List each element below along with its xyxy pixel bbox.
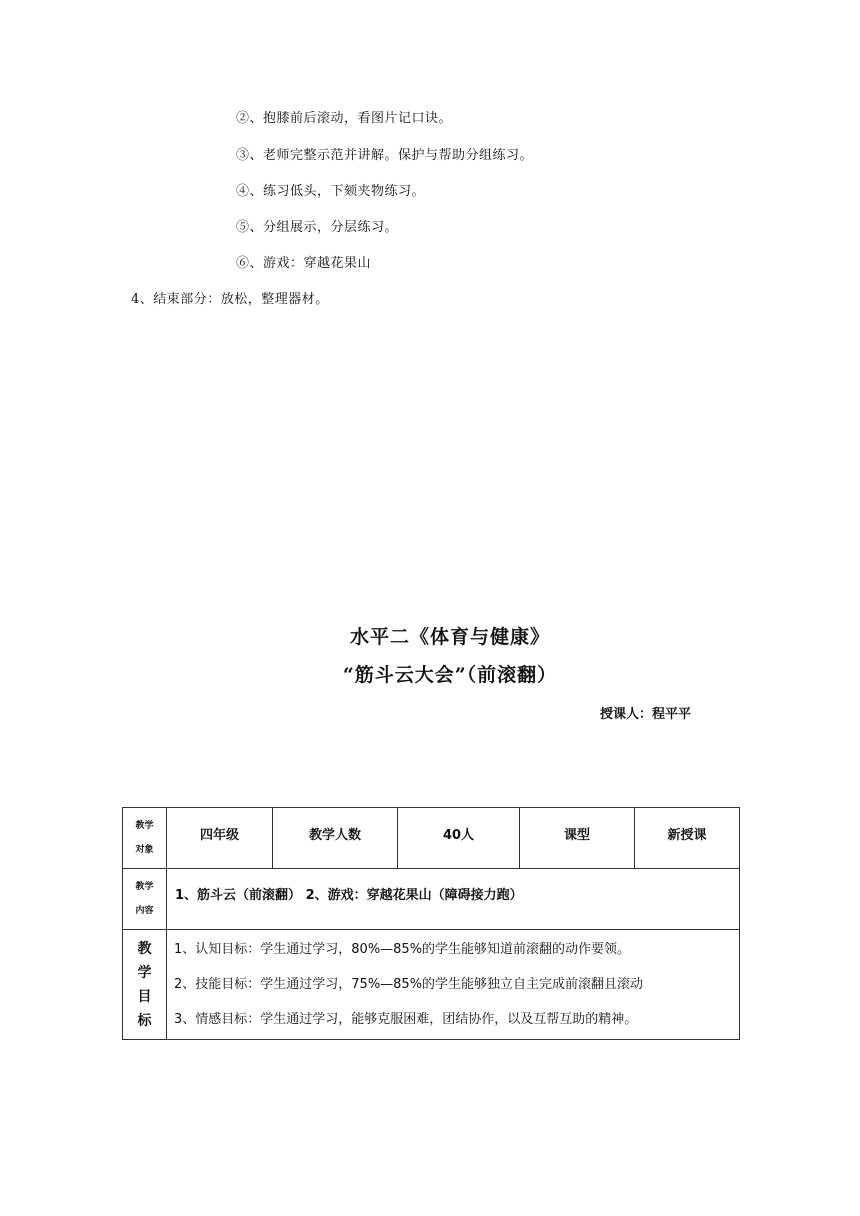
content-label bbox=[123, 869, 167, 930]
type-label: 课型 bbox=[520, 808, 635, 869]
goals-label bbox=[123, 930, 167, 1040]
goals-label-char3: 目 bbox=[137, 988, 152, 1005]
step-5: ⑤、分组展示，分层练习。 bbox=[236, 220, 399, 235]
content-label-line2: 内容 bbox=[135, 906, 154, 916]
document-title: 水平二《体育与健康》 bbox=[349, 626, 550, 648]
table-row-target bbox=[123, 808, 740, 869]
goals-label-char1: 教 bbox=[137, 940, 152, 957]
goal-skill: 2、技能目标：学生通过学习，75%—85%的学生能够独立自主完成前滚翻且滚动 bbox=[174, 977, 644, 992]
document-subtitle: “筋斗云大会”（前滚翻） bbox=[342, 664, 558, 686]
goals-label-char4: 标 bbox=[137, 1012, 152, 1029]
target-label-line2: 对象 bbox=[135, 845, 154, 855]
type-value: 新授课 bbox=[635, 808, 740, 869]
content-value: 1、筋斗云（前滚翻） 2、游戏：穿越花果山（障碍接力跑） bbox=[167, 869, 740, 930]
count-value: 40人 bbox=[398, 808, 520, 869]
count-label: 教学人数 bbox=[273, 808, 398, 869]
closing-section: 4、结束部分：放松，整理器材。 bbox=[131, 292, 329, 307]
step-4: ④、练习低头，下颏夹物练习。 bbox=[236, 184, 426, 199]
target-label bbox=[123, 808, 167, 869]
step-6: ⑥、游戏：穿越花果山 bbox=[236, 256, 372, 271]
goal-emotional: 3、情感目标：学生通过学习，能够克服困难，团结协作，以及互帮互助的精神。 bbox=[174, 1012, 638, 1027]
goals-label-char2: 学 bbox=[137, 964, 152, 981]
goals-list bbox=[167, 930, 740, 1040]
content-label-line1: 教学 bbox=[135, 882, 154, 892]
lesson-table bbox=[122, 807, 740, 1040]
target-label-line1: 教学 bbox=[135, 821, 154, 831]
step-2: ②、抱膝前后滚动，看图片记口诀。 bbox=[236, 111, 453, 126]
goal-cognitive: 1、认知目标：学生通过学习，80%—85%的学生能够知道前滚翻的动作要领。 bbox=[174, 942, 631, 957]
step-3: ③、老师完整示范并讲解。保护与帮助分组练习。 bbox=[236, 148, 534, 163]
teacher-name: 授课人：程平平 bbox=[600, 707, 692, 722]
grade-value: 四年级 bbox=[167, 808, 273, 869]
table-row-content bbox=[123, 869, 740, 930]
table-row-goals bbox=[123, 930, 740, 1040]
